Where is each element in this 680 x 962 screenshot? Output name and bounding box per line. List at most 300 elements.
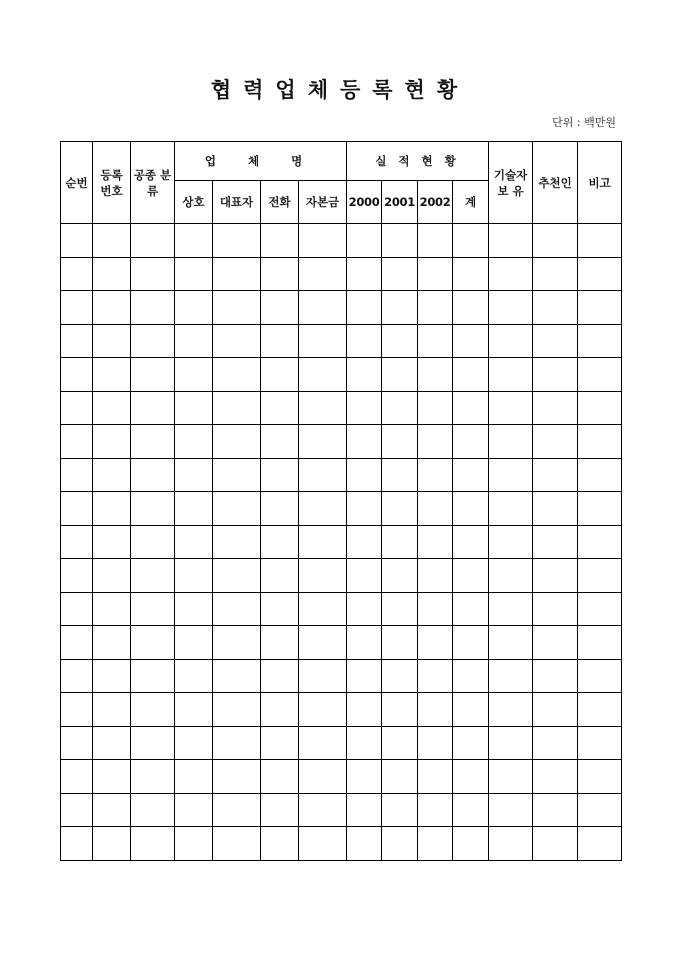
table-cell <box>175 726 213 760</box>
table-cell <box>578 358 622 392</box>
table-cell <box>61 693 93 727</box>
table-cell <box>578 659 622 693</box>
table-cell <box>382 793 418 827</box>
table-cell <box>533 760 578 794</box>
table-cell <box>347 224 382 258</box>
table-cell <box>299 626 347 660</box>
table-cell <box>382 492 418 526</box>
table-row <box>61 324 622 358</box>
table-cell <box>489 458 533 492</box>
table-cell <box>533 592 578 626</box>
table-cell <box>131 760 175 794</box>
table-cell <box>175 592 213 626</box>
table-cell <box>418 224 453 258</box>
table-cell <box>93 793 131 827</box>
table-cell <box>175 559 213 593</box>
table-cell <box>533 224 578 258</box>
table-cell <box>347 559 382 593</box>
table-cell <box>453 291 489 325</box>
table-cell <box>347 425 382 459</box>
table-cell <box>261 626 299 660</box>
table-cell <box>131 324 175 358</box>
table-cell <box>93 391 131 425</box>
table-cell <box>61 827 93 861</box>
table-cell <box>299 760 347 794</box>
table-cell <box>347 391 382 425</box>
table-cell <box>175 525 213 559</box>
table-cell <box>489 626 533 660</box>
table-cell <box>382 291 418 325</box>
table-cell <box>578 592 622 626</box>
table-row <box>61 760 622 794</box>
table-cell <box>213 592 261 626</box>
table-cell <box>578 324 622 358</box>
table-row <box>61 793 622 827</box>
table-cell <box>347 693 382 727</box>
table-row <box>61 458 622 492</box>
table-cell <box>453 693 489 727</box>
table-cell <box>453 827 489 861</box>
table-cell <box>299 525 347 559</box>
header-year-2002: 2002 <box>418 181 453 224</box>
header-year-2001: 2001 <box>382 181 418 224</box>
table-cell <box>93 726 131 760</box>
table-cell <box>533 525 578 559</box>
table-cell <box>261 726 299 760</box>
table-cell <box>61 257 93 291</box>
table-cell <box>578 827 622 861</box>
table-cell <box>347 592 382 626</box>
table-cell <box>213 391 261 425</box>
header-performance-group: 실 적 현 황 <box>347 142 489 181</box>
table-cell <box>418 659 453 693</box>
table-cell <box>453 626 489 660</box>
table-cell <box>299 827 347 861</box>
table-cell <box>131 793 175 827</box>
table-cell <box>418 626 453 660</box>
table-cell <box>533 793 578 827</box>
table-cell <box>175 760 213 794</box>
table-cell <box>93 592 131 626</box>
table-cell <box>382 324 418 358</box>
table-cell <box>382 559 418 593</box>
table-cell <box>175 224 213 258</box>
table-cell <box>533 659 578 693</box>
table-cell <box>453 391 489 425</box>
table-cell <box>578 458 622 492</box>
table-cell <box>299 492 347 526</box>
table-cell <box>213 693 261 727</box>
table-row <box>61 425 622 459</box>
table-cell <box>261 324 299 358</box>
table-cell <box>533 693 578 727</box>
table-cell <box>213 760 261 794</box>
table-cell <box>93 525 131 559</box>
table-cell <box>299 391 347 425</box>
table-cell <box>533 626 578 660</box>
header-tech-staff: 기술자 보 유 <box>489 142 533 224</box>
table-cell <box>489 760 533 794</box>
table-cell <box>453 492 489 526</box>
table-cell <box>175 659 213 693</box>
table-cell <box>489 726 533 760</box>
unit-label: 단위 : 백만원 <box>552 116 616 129</box>
table-cell <box>93 458 131 492</box>
header-total: 계 <box>453 181 489 224</box>
table-cell <box>261 224 299 258</box>
table-cell <box>261 257 299 291</box>
table-cell <box>578 626 622 660</box>
header-recommender: 추천인 <box>533 142 578 224</box>
table-cell <box>382 760 418 794</box>
table-cell <box>453 257 489 291</box>
table-row <box>61 693 622 727</box>
table-cell <box>489 291 533 325</box>
table-cell <box>131 391 175 425</box>
table-cell <box>175 391 213 425</box>
table-cell <box>533 559 578 593</box>
table-cell <box>61 726 93 760</box>
table-cell <box>93 693 131 727</box>
table-cell <box>61 659 93 693</box>
table-cell <box>489 492 533 526</box>
table-cell <box>489 224 533 258</box>
table-cell <box>533 425 578 459</box>
table-cell <box>61 592 93 626</box>
table-cell <box>453 659 489 693</box>
table-cell <box>533 358 578 392</box>
table-cell <box>489 559 533 593</box>
table-cell <box>382 693 418 727</box>
table-cell <box>131 726 175 760</box>
table-cell <box>131 559 175 593</box>
table-cell <box>299 793 347 827</box>
table-row <box>61 626 622 660</box>
table-cell <box>175 693 213 727</box>
table-cell <box>418 726 453 760</box>
table-cell <box>489 592 533 626</box>
table-cell <box>93 257 131 291</box>
table-cell <box>175 458 213 492</box>
table-cell <box>347 358 382 392</box>
table-cell <box>533 726 578 760</box>
table-cell <box>61 391 93 425</box>
table-cell <box>489 324 533 358</box>
table-cell <box>453 425 489 459</box>
document-title: 협력업체등록현황 <box>210 77 470 102</box>
table-cell <box>61 425 93 459</box>
header-reg-no: 등록 번호 <box>93 142 131 224</box>
table-cell <box>347 291 382 325</box>
table-cell <box>418 793 453 827</box>
table-cell <box>418 592 453 626</box>
table-cell <box>533 257 578 291</box>
table-row <box>61 827 622 861</box>
table-cell <box>418 492 453 526</box>
table-cell <box>299 324 347 358</box>
table-cell <box>453 559 489 593</box>
table-cell <box>418 760 453 794</box>
table-cell <box>261 492 299 526</box>
table-cell <box>382 525 418 559</box>
table-cell <box>418 257 453 291</box>
table-cell <box>299 693 347 727</box>
table-cell <box>347 659 382 693</box>
table-cell <box>61 626 93 660</box>
table-cell <box>61 324 93 358</box>
table-cell <box>489 827 533 861</box>
table-cell <box>213 827 261 861</box>
header-work-class: 공종 분류 <box>131 142 175 224</box>
table-cell <box>382 257 418 291</box>
table-row <box>61 257 622 291</box>
table-cell <box>299 224 347 258</box>
table-cell <box>299 592 347 626</box>
table-cell <box>453 592 489 626</box>
table-cell <box>61 793 93 827</box>
table-cell <box>61 291 93 325</box>
table-cell <box>453 760 489 794</box>
table-cell <box>382 391 418 425</box>
table-cell <box>213 559 261 593</box>
table-cell <box>131 626 175 660</box>
table-row <box>61 224 622 258</box>
table-row <box>61 559 622 593</box>
table-cell <box>382 626 418 660</box>
table-cell <box>213 626 261 660</box>
table-cell <box>489 693 533 727</box>
table-cell <box>453 793 489 827</box>
table-row <box>61 592 622 626</box>
table-cell <box>175 793 213 827</box>
table-cell <box>175 358 213 392</box>
table-cell <box>299 726 347 760</box>
table-cell <box>261 391 299 425</box>
table-cell <box>382 425 418 459</box>
table-cell <box>382 458 418 492</box>
table-row <box>61 391 622 425</box>
table-cell <box>61 458 93 492</box>
table-cell <box>131 659 175 693</box>
table-cell <box>382 224 418 258</box>
table-cell <box>131 492 175 526</box>
table-cell <box>299 291 347 325</box>
table-cell <box>418 525 453 559</box>
table-cell <box>175 827 213 861</box>
table-cell <box>418 291 453 325</box>
table-cell <box>489 793 533 827</box>
table-cell <box>131 224 175 258</box>
table-cell <box>175 425 213 459</box>
table-cell <box>578 425 622 459</box>
table-cell <box>418 693 453 727</box>
table-cell <box>131 827 175 861</box>
table-cell <box>418 425 453 459</box>
table-cell <box>382 358 418 392</box>
table-cell <box>131 257 175 291</box>
table-cell <box>533 492 578 526</box>
header-company-name: 상호 <box>175 181 213 224</box>
table-cell <box>261 358 299 392</box>
table-cell <box>382 726 418 760</box>
table-cell <box>578 224 622 258</box>
table-cell <box>578 793 622 827</box>
table-cell <box>347 525 382 559</box>
table-cell <box>261 525 299 559</box>
table-cell <box>61 224 93 258</box>
table-cell <box>131 358 175 392</box>
table-cell <box>347 793 382 827</box>
table-cell <box>299 425 347 459</box>
table-cell <box>93 659 131 693</box>
table-cell <box>213 291 261 325</box>
table-cell <box>347 760 382 794</box>
table-cell <box>347 492 382 526</box>
table-cell <box>347 257 382 291</box>
table-cell <box>418 358 453 392</box>
table-cell <box>418 559 453 593</box>
table-cell <box>453 458 489 492</box>
table-cell <box>347 827 382 861</box>
table-cell <box>213 324 261 358</box>
table-cell <box>347 626 382 660</box>
table-cell <box>93 559 131 593</box>
table-cell <box>533 291 578 325</box>
table-cell <box>261 659 299 693</box>
table-row <box>61 291 622 325</box>
table-row <box>61 358 622 392</box>
table-cell <box>261 793 299 827</box>
table-cell <box>61 492 93 526</box>
table-cell <box>213 525 261 559</box>
table-cell <box>299 559 347 593</box>
header-company-group: 업 체 명 <box>175 142 347 181</box>
table-cell <box>347 458 382 492</box>
table-cell <box>213 793 261 827</box>
table-cell <box>61 358 93 392</box>
table-cell <box>489 358 533 392</box>
table-cell <box>578 391 622 425</box>
header-capital: 자본금 <box>299 181 347 224</box>
table-cell <box>131 291 175 325</box>
table-cell <box>175 291 213 325</box>
table-cell <box>261 458 299 492</box>
table-cell <box>213 458 261 492</box>
header-seq: 순번 <box>61 142 93 224</box>
table-row <box>61 525 622 559</box>
table-cell <box>131 458 175 492</box>
table-cell <box>261 425 299 459</box>
table-cell <box>453 726 489 760</box>
table-cell <box>489 659 533 693</box>
table-cell <box>61 559 93 593</box>
table-cell <box>489 425 533 459</box>
table-cell <box>418 324 453 358</box>
table-cell <box>418 458 453 492</box>
table-cell <box>533 324 578 358</box>
table-cell <box>261 827 299 861</box>
header-remarks: 비고 <box>578 142 622 224</box>
table-cell <box>213 358 261 392</box>
table-cell <box>93 324 131 358</box>
table-row <box>61 492 622 526</box>
table-cell <box>261 760 299 794</box>
table-cell <box>489 525 533 559</box>
table-cell <box>418 827 453 861</box>
table-cell <box>299 458 347 492</box>
table-cell <box>299 257 347 291</box>
table-cell <box>453 358 489 392</box>
table-cell <box>61 760 93 794</box>
table-cell <box>93 358 131 392</box>
table-cell <box>299 659 347 693</box>
table-cell <box>578 492 622 526</box>
table-cell <box>213 224 261 258</box>
table-cell <box>533 458 578 492</box>
table-cell <box>213 492 261 526</box>
header-year-2000: 2000 <box>347 181 382 224</box>
table-cell <box>261 592 299 626</box>
table-cell <box>213 726 261 760</box>
table-cell <box>453 324 489 358</box>
table-cell <box>175 492 213 526</box>
table-cell <box>489 391 533 425</box>
table-cell <box>131 592 175 626</box>
table-cell <box>299 358 347 392</box>
table-cell <box>93 224 131 258</box>
table-cell <box>131 425 175 459</box>
table-cell <box>382 827 418 861</box>
table-cell <box>93 827 131 861</box>
table-cell <box>578 291 622 325</box>
table-cell <box>533 391 578 425</box>
table-cell <box>578 559 622 593</box>
table-body <box>61 224 622 861</box>
table-cell <box>93 626 131 660</box>
table-cell <box>578 726 622 760</box>
table-cell <box>489 257 533 291</box>
table-cell <box>93 291 131 325</box>
table-cell <box>93 760 131 794</box>
table-cell <box>418 391 453 425</box>
table-cell <box>382 592 418 626</box>
table-cell <box>261 693 299 727</box>
table-cell <box>131 525 175 559</box>
table-cell <box>61 525 93 559</box>
table-cell <box>382 659 418 693</box>
table-cell <box>175 257 213 291</box>
table-cell <box>533 827 578 861</box>
table-cell <box>453 224 489 258</box>
registration-table <box>60 141 622 861</box>
header-phone: 전화 <box>261 181 299 224</box>
table-cell <box>93 425 131 459</box>
table-cell <box>261 291 299 325</box>
table-cell <box>213 257 261 291</box>
header-representative: 대표자 <box>213 181 261 224</box>
table-cell <box>213 425 261 459</box>
table-cell <box>261 559 299 593</box>
table-cell <box>347 324 382 358</box>
table-row <box>61 726 622 760</box>
table-cell <box>347 726 382 760</box>
table-cell <box>93 492 131 526</box>
table-cell <box>131 693 175 727</box>
table-cell <box>578 525 622 559</box>
table-cell <box>578 760 622 794</box>
table-cell <box>175 626 213 660</box>
table-cell <box>175 324 213 358</box>
